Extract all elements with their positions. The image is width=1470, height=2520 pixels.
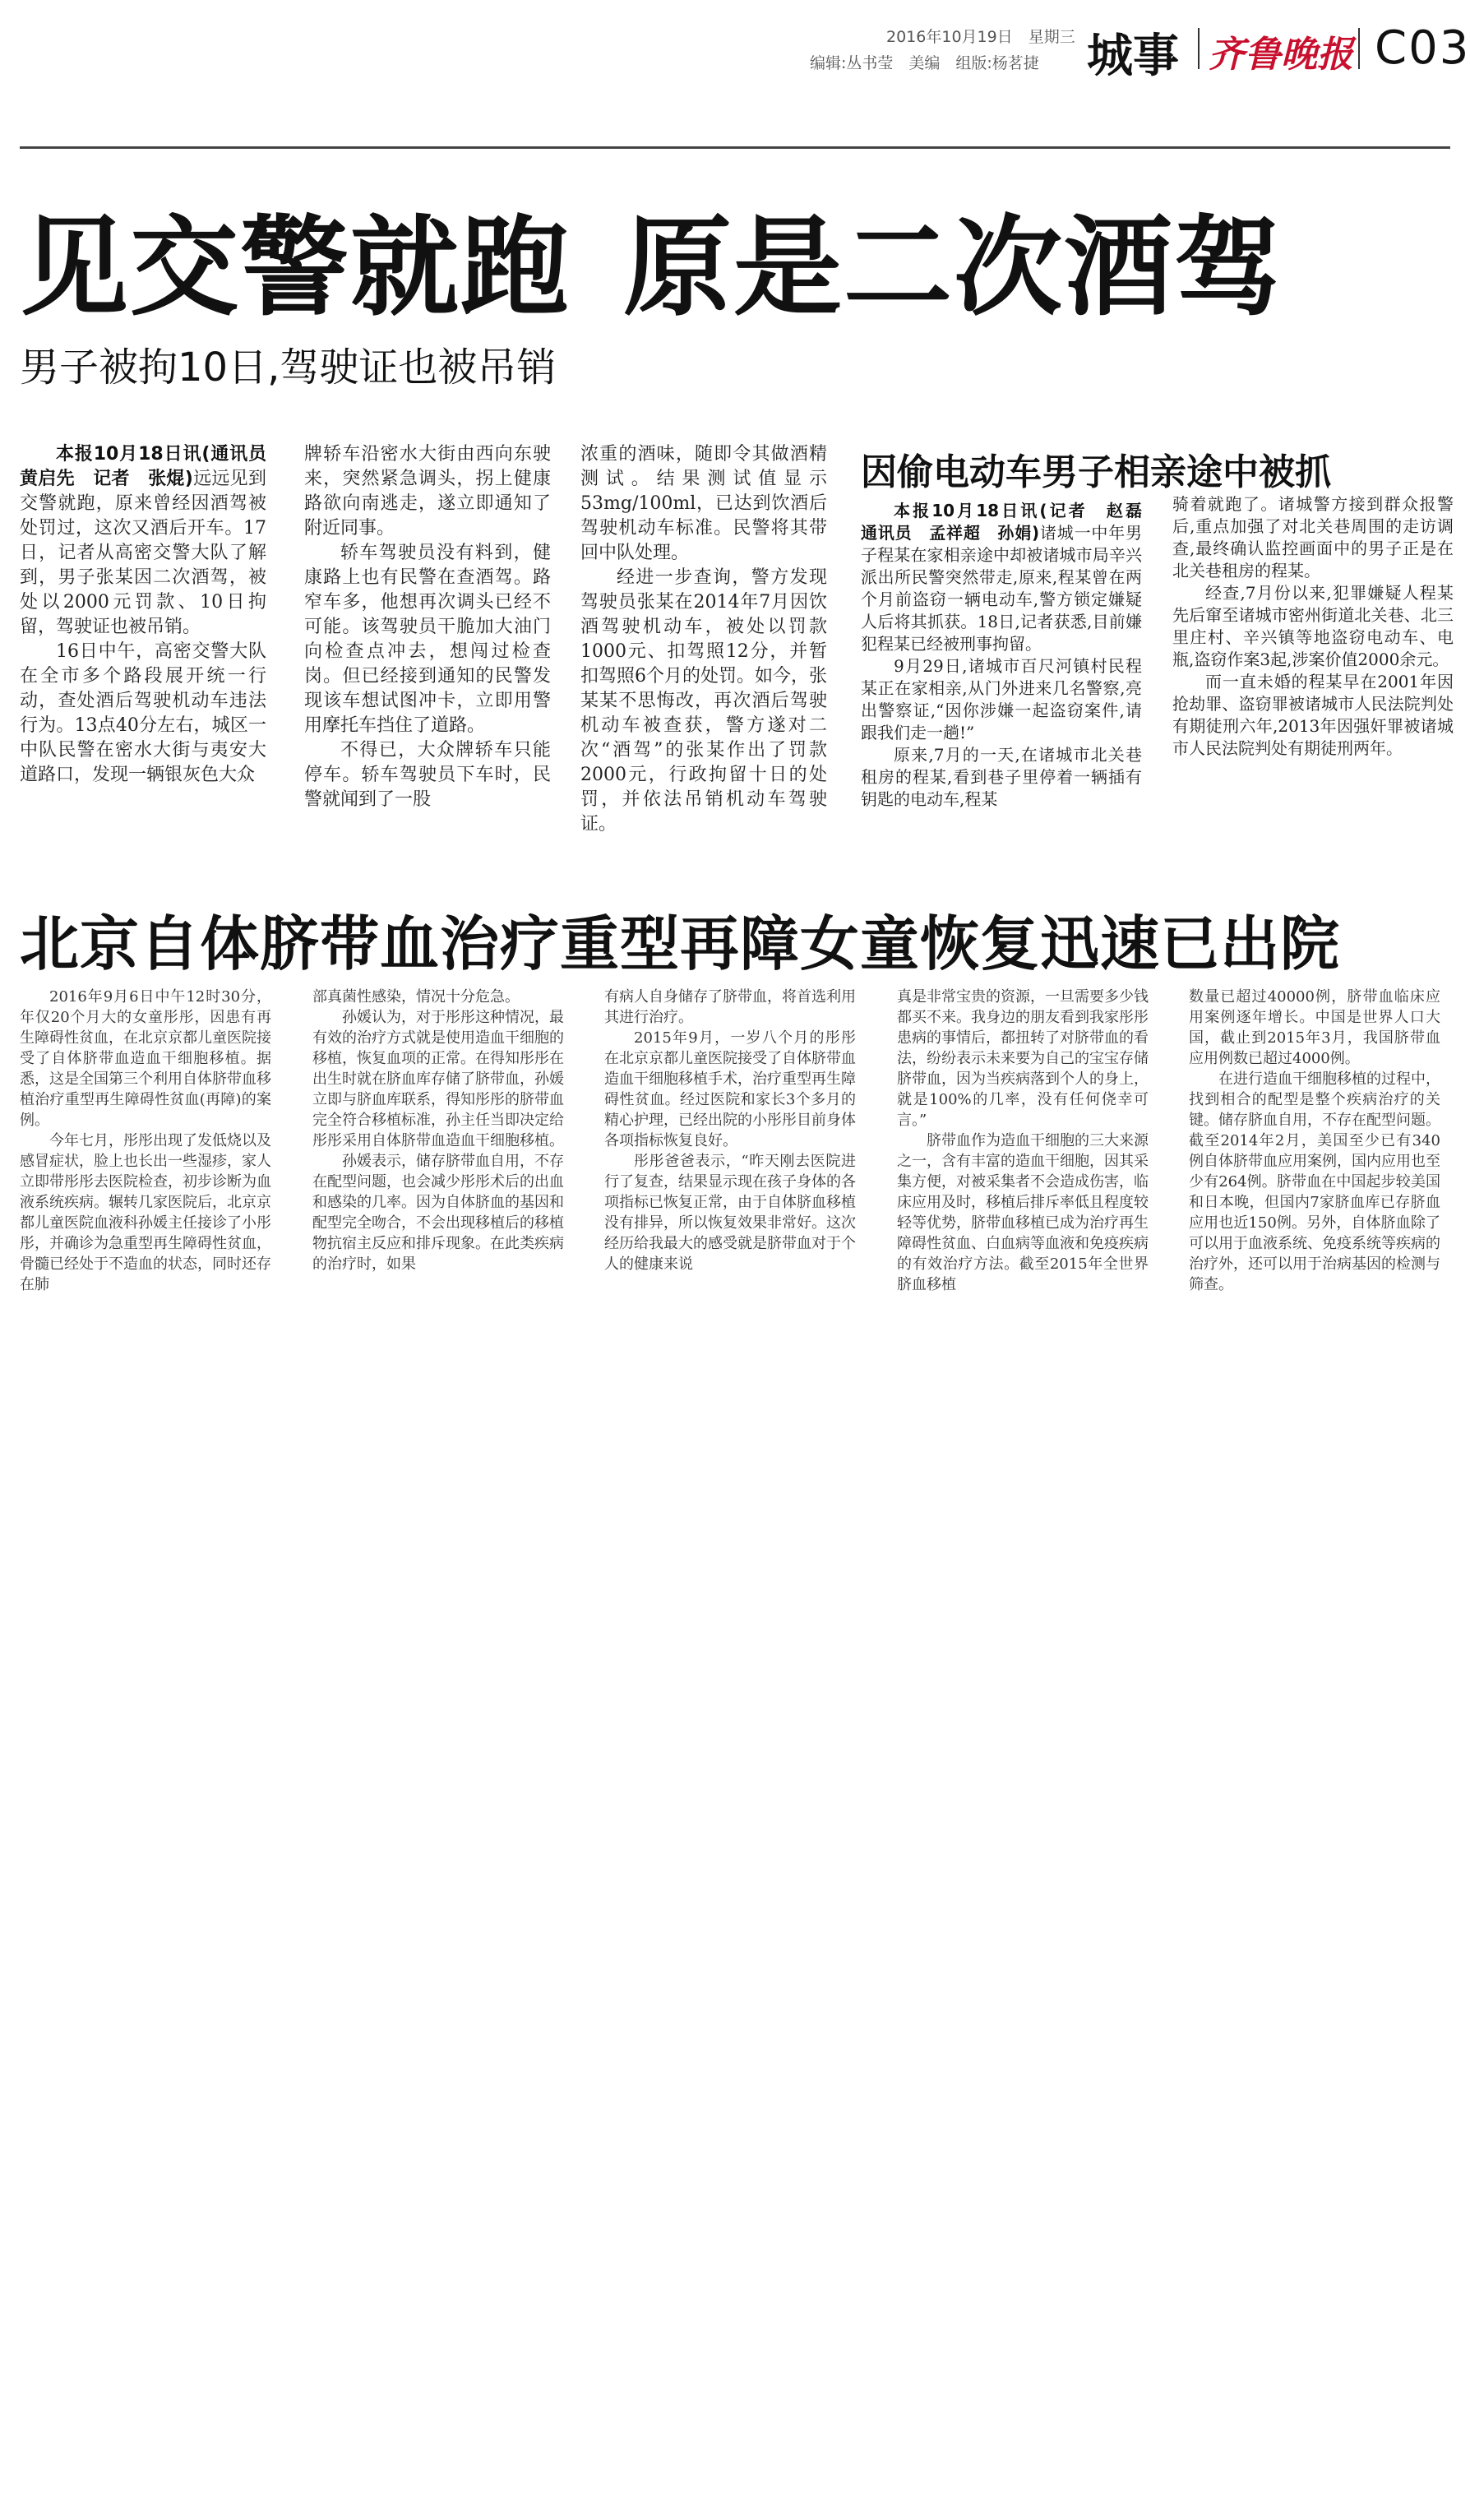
- article-column: [897, 987, 1149, 1332]
- article-column: [20, 987, 271, 1332]
- article-paragraph: 而一直未婚的程某早在2001年因抢劫罪、盗窃罪被诸城市人民法院判处有期徒刑六年,2013年因强奸罪被诸城市人民法院判处有期徒刑两年。: [1172, 672, 1454, 758]
- article-column: [1189, 987, 1440, 1332]
- headline-cord-blood: 北京自体脐带血治疗重型再障女童恢复迅速已出院: [20, 909, 1341, 978]
- article-paragraph: 数量已超过40000例，脐带血临床应用案例逐年增长。中国是世界人口大国，截止到2015年3月，我国脐带血应用例数已超过4000例。: [1189, 988, 1440, 1067]
- article-paragraph: 经查,7月份以来,犯罪嫌疑人程某先后窜至诸城市密州街道北关巷、北三里庄村、辛兴镇等地盗窃电动车、电瓶,盗窃作案3起,涉案价值2000余元。: [1172, 583, 1454, 669]
- header-rule: [20, 146, 1450, 149]
- article-paragraph: 孙媛表示，储存脐带血自用，不存在配型问题，也会减少彤彤术后的出血和感染的几率。因为自体脐血的基因和配型完全吻合，不会出现移植后的移植物抗宿主反应和排斥现象。在此类疾病的治疗时，如果: [312, 1153, 564, 1273]
- article-paragraph: 部真菌性感染，情况十分危急。: [312, 988, 520, 1006]
- article-paragraph: 骑着就跑了。诸城警方接到群众报警后,重点加强了对北关巷周围的走访调查,最终确认监控画面中的男子正是在北关巷租房的程某。: [1172, 494, 1454, 580]
- masthead-divider: [1358, 28, 1360, 69]
- article-paragraph: 有病人自身储存了脐带血，将首选利用其进行治疗。: [604, 988, 856, 1026]
- editor-credits: 编辑:丛书莹 美编 组版:杨茗捷: [810, 54, 1039, 72]
- article-paragraph: 脐带血作为造血干细胞的三大来源之一，含有丰富的造血干细胞，因其采集方便，对被采集者不会造成伤害，临床应用及时，移植后排斥率低且程度较轻等优势，脐带血移植已成为治疗再生障碍性贫血、白血病等血液和免疫疾病的有效治疗方法。截至2015年全世界脐血移植: [897, 1132, 1149, 1293]
- page-number: C03: [1375, 21, 1470, 75]
- issue-date: 2016年10月19日 星期三: [886, 28, 1075, 46]
- article-paragraph: 彤彤爸爸表示，“昨天刚去医院进行了复查，结果显示现在孩子身体的各项指标已恢复正常，由于自体脐血移植没有排异，所以恢复效果非常好。这次经历给我最大的感受就是脐带血对于个人的健康来说: [604, 1153, 856, 1273]
- headline-part-a: 见交警就跑: [20, 205, 571, 331]
- article-paragraph: 2016年9月6日中午12时30分，年仅20个月大的女童彤彤，因患有再生障碍性贫血，在北京京都儿童医院接受了自体脐带血造血干细胞移植。据悉，这是全国第三个利用自体脐带血移植治疗重型再生障碍性贫血(再障)的案例。: [20, 988, 271, 1129]
- article-paragraph: 2015年9月，一岁八个月的彤彤在北京京都儿童医院接受了自体脐带血造血干细胞移植手术，治疗重型再生障碍性贫血。经过医院和家长3个多月的精心护理，已经出院的小彤彤目前身体各项指标恢复良好。: [604, 1029, 856, 1149]
- article-paragraph: 16日中午，高密交警大队在全市多个路段展开统一行动，查处酒后驾驶机动车违法行为。13点40分左右，城区一中队民警在密水大街与夷安大道路口，发现一辆银灰色大众: [20, 641, 266, 785]
- newspaper-logo: 齐鲁晚报: [1209, 34, 1353, 76]
- article-column: [861, 500, 1158, 878]
- article-column: [20, 442, 285, 878]
- section-title: 城事: [1087, 30, 1179, 83]
- headline-part-b: 原是二次酒驾: [623, 205, 1284, 331]
- article-paragraph: 在进行造血干细胞移植的过程中，找到相合的配型是整个疾病治疗的关键。储存脐血自用，不存在配型问题。截至2014年2月，美国至少已有340例自体脐带血应用案例，国内应用也至少有264例。脐带血在中国起步较美国和日本晚，但国内7家脐血库已存脐血应用也近150例。另外，自体脐血除了可以用于血液系统、免疫系统等疾病的治疗外，还可以用于治病基因的检测与筛查。: [1189, 1070, 1440, 1293]
- headline-bike-thief: 因偷电动车男子相亲途中被抓: [861, 451, 1331, 493]
- article-paragraph: 经进一步查询，警方发现驾驶员张某在2014年7月因饮酒驾驶机动车，被处以罚款1000元、扣驾照12分，并暂扣驾照6个月的处罚。如今，张某某不思悔改，再次酒后驾驶机动车被查获，警方遂对二次“酒驾”的张某作出了罚款2000元，行政拘留十日的处罚，并依法吊销机动车驾驶证。: [580, 567, 827, 835]
- headline-drunk-driving: [20, 205, 1284, 331]
- article-paragraph: 孙媛认为，对于彤彤这种情况，最有效的治疗方式就是使用造血干细胞的移植，恢复血项的正常。在得知彤彤在出生时就在脐血库存储了脐带血，孙媛立即与脐血库联系，得知彤彤的脐带血完全符合移植标准，孙主任当即决定给彤彤采用自体脐带血造血干细胞移植。: [312, 1009, 564, 1149]
- article-byline: 本报10月18日讯(记者 赵磊 通讯员 孟祥超 孙娟): [861, 501, 1158, 543]
- article-paragraph: 真是非常宝贵的资源，一旦需要多少钱都买不来。我身边的朋友看到我家彤彤患病的事情后，都扭转了对脐带血的看法，纷纷表示未来要为自己的宝宝存储脐带血，因为当疾病落到个人的身上，就是100%的几率，没有任何侥幸可言。”: [897, 988, 1149, 1129]
- article-byline: 本报10月18日讯(通讯员 黄启先 记者 张焜): [20, 444, 285, 489]
- article-paragraph: 原来,7月的一天,在诸城市北关巷租房的程某,看到巷子里停着一辆插有钥匙的电动车,程某: [861, 745, 1142, 809]
- article-paragraph: 9月29日,诸城市百尺河镇村民程某正在家相亲,从门外进来几名警察,亮出警察证,“因你涉嫌一起盗窃案件,请跟我们走一趟!”: [861, 656, 1142, 742]
- article-column: [604, 987, 856, 1332]
- article-paragraph: 不得已，大众牌轿车只能停车。轿车驾驶员下车时，民警就闻到了一股: [304, 740, 551, 810]
- article-column: [304, 442, 551, 878]
- article-paragraph: 今年七月，彤彤出现了发低烧以及感冒症状，脸上也长出一些湿疹，家人立即带彤彤去医院检查，初步诊断为血液系统疾病。辗转几家医院后，北京京都儿童医院血液科孙媛主任接诊了小彤彤，并确诊为急重型再生障碍性贫血，骨髓已经处于不造血的状态，同时还存在肺: [20, 1132, 271, 1293]
- article-paragraph: 浓重的酒味，随即令其做酒精测试。结果测试值显示53mg/100ml，已达到饮酒后驾驶机动车标准。民警将其带回中队处理。: [580, 444, 827, 563]
- article-column: [1172, 493, 1454, 878]
- article-paragraph: 牌轿车沿密水大街由西向东驶来，突然紧急调头，拐上健康路欲向南逃走，遂立即通知了附近同事。: [304, 444, 551, 539]
- article-paragraph: 本报10月18日讯(通讯员 黄启先 记者 张焜)远远见到交警就跑，原来曾经因酒驾被处罚过，这次又酒后开车。17日，记者从高密交警大队了解到，男子张某因二次酒驾，被处以2000元罚款、10日拘留，驾驶证也被吊销。: [20, 444, 285, 637]
- article-column: [312, 987, 564, 1332]
- article-paragraph: 轿车驾驶员没有料到，健康路上也有民警在查酒驾。路窄车多，他想再次调头已经不可能。该驾驶员干脆加大油门向检查点冲去，想闯过检查岗。但已经接到通知的民警发现该车想试图冲卡，立即用警用摩托车挡住了道路。: [304, 543, 551, 736]
- subheadline-drunk-driving: 男子被拘10日,驾驶证也被吊销: [20, 344, 557, 391]
- article-column: [580, 442, 827, 878]
- article-paragraph: 本报10月18日讯(记者 赵磊 通讯员 孟祥超 孙娟)诸城一中年男子程某在家相亲途中却被诸城市局辛兴派出所民警突然带走,原来,程某曾在两个月前盗窃一辆电动车,警方锁定嫌疑人后将其抓获。18日,记者获悉,目前嫌犯程某已经被刑事拘留。: [861, 501, 1158, 654]
- masthead-divider: [1198, 28, 1200, 69]
